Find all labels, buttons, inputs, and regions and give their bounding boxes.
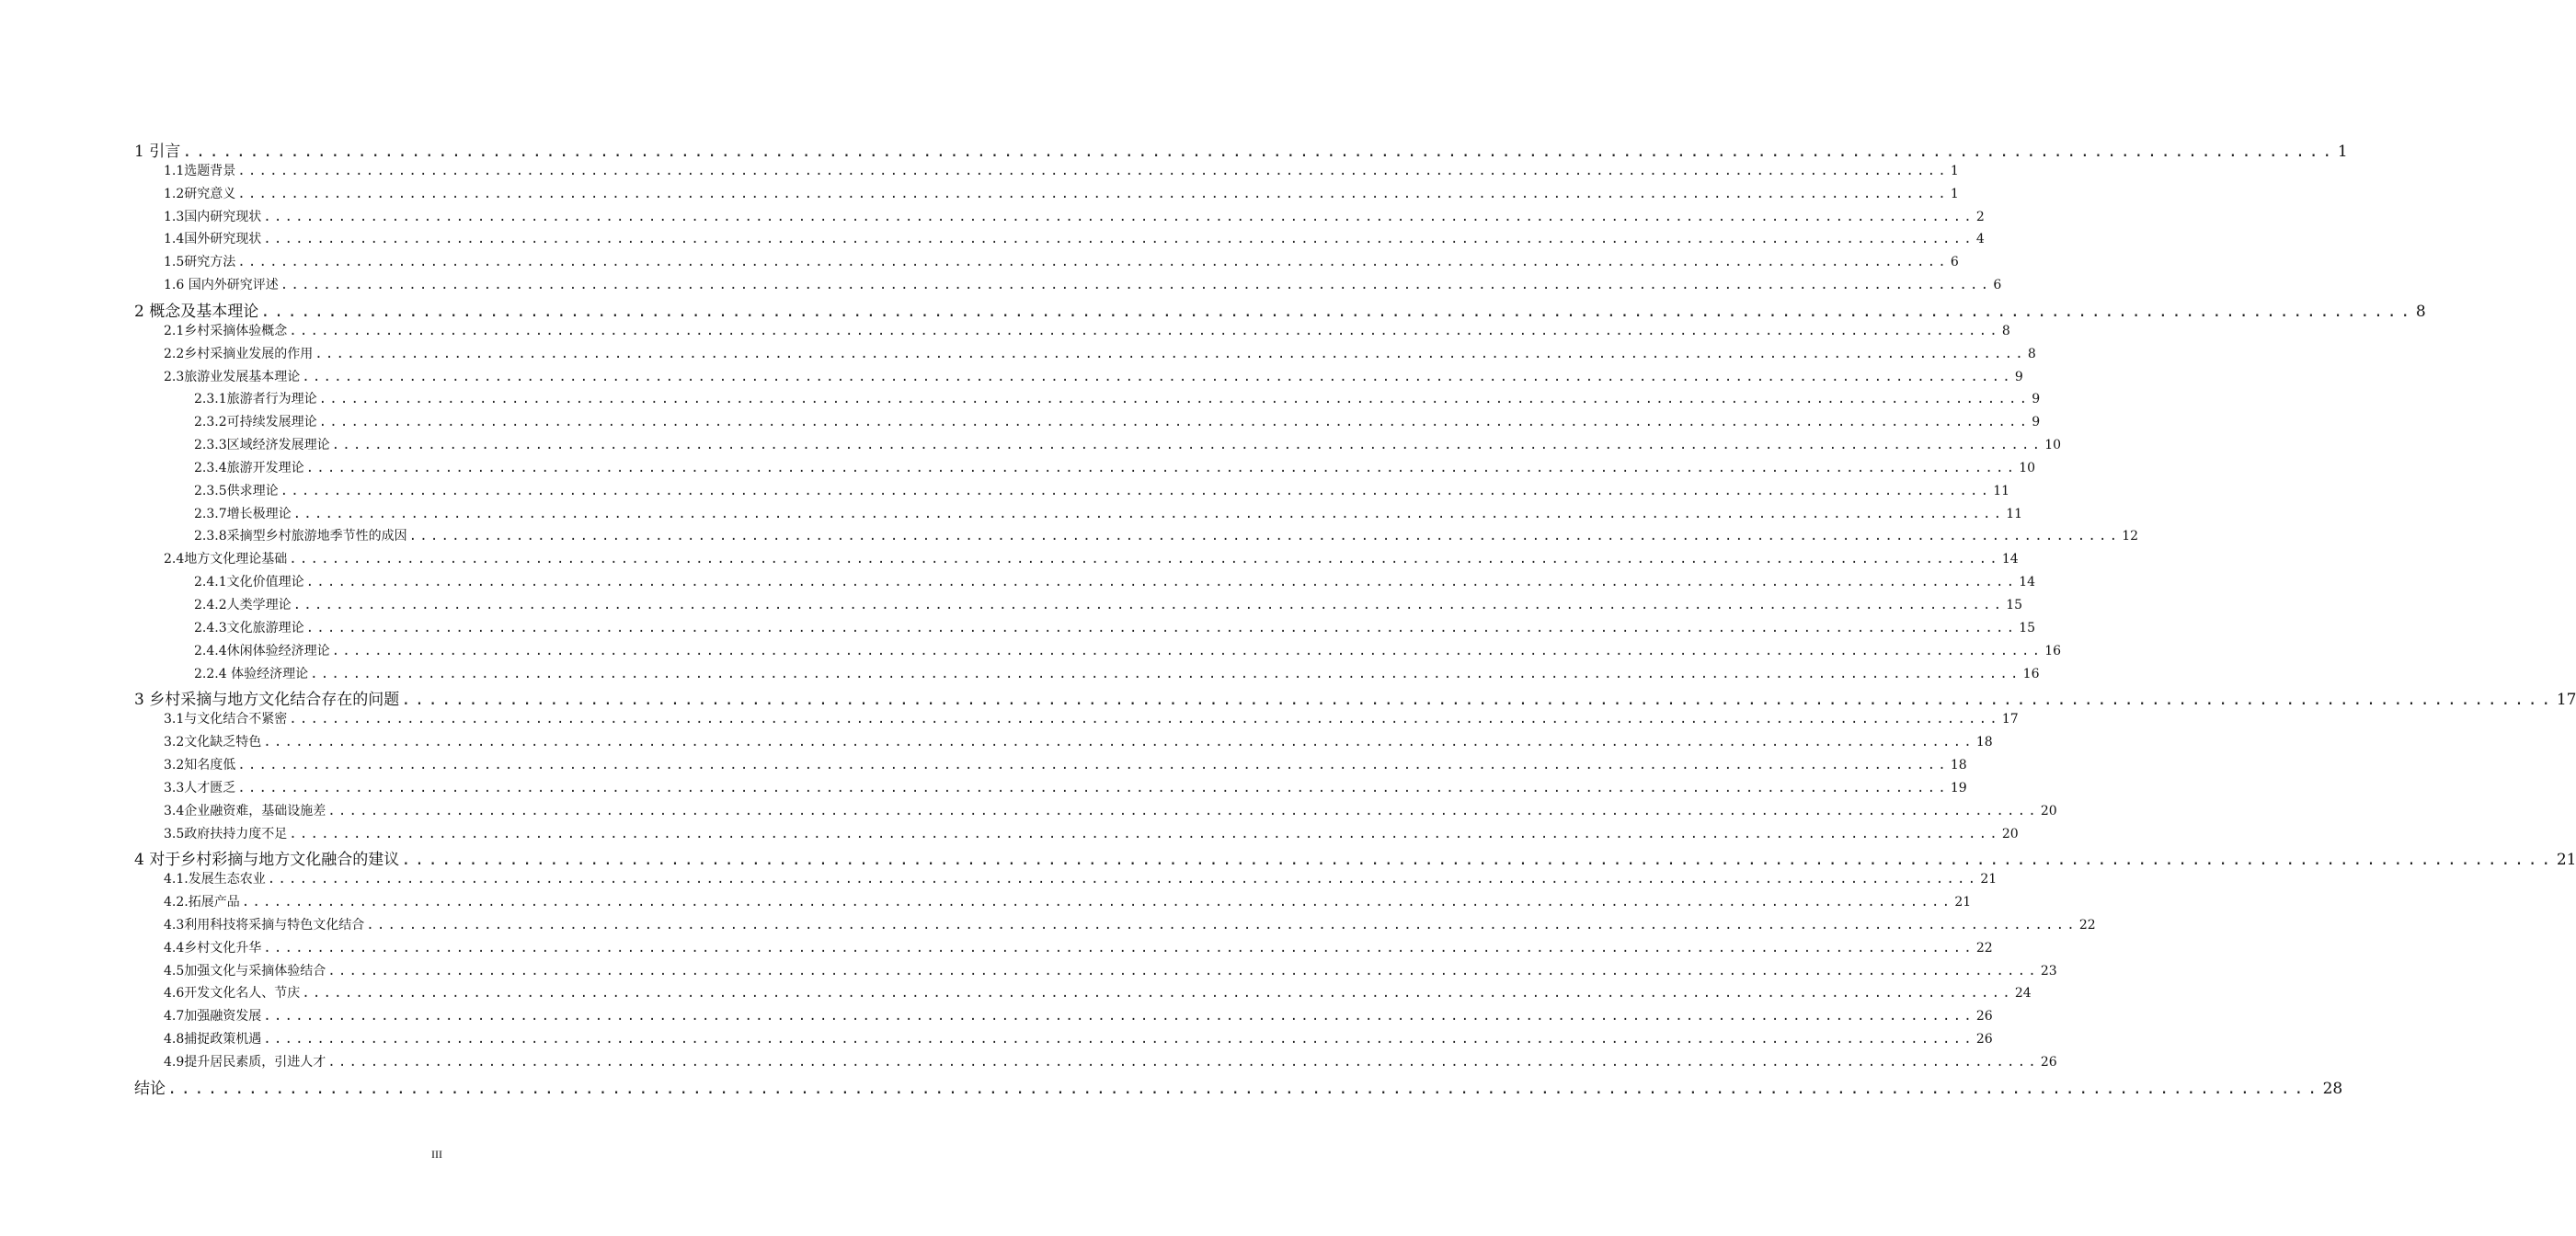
toc-section-entry[interactable]: [164, 732, 1993, 750]
page-number: III: [431, 1148, 442, 1161]
toc-entry-page: 21: [2556, 851, 2576, 870]
toc-entry-title: 2.3.1旅游者行为理论: [194, 392, 317, 407]
toc-section-entry[interactable]: [164, 892, 1972, 910]
toc-entry-page: 1: [1950, 163, 1959, 178]
toc-entry-page: 20: [2040, 803, 2057, 818]
toc-entry-title: 2.3.3区域经济发展理论: [194, 438, 330, 453]
toc-entry-title: 4.5加强文化与采摘体验结合: [164, 963, 326, 978]
toc-section-entry[interactable]: [164, 367, 2023, 385]
toc-dot-leader: ................................................................................................................................................................: [289, 552, 2000, 567]
toc-entry-title: 2.3.8采摘型乡村旅游地季节性的成因: [194, 529, 407, 544]
toc-chapter-entry[interactable]: [134, 846, 2576, 870]
toc-entry-page: 21: [1954, 895, 1972, 910]
toc-entry-page: 24: [2014, 986, 2032, 1001]
toc-entry-page: 28: [2322, 1079, 2343, 1098]
toc-entry-title: 3.4企业融资难，基础设施差: [164, 803, 326, 818]
toc-entry-title: 4.4乡村文化升华: [164, 940, 262, 956]
toc-dot-leader: ................................................................................................................................................................: [305, 575, 2018, 590]
toc-entry-title: 2.3.5供求理论: [194, 483, 279, 498]
toc-entry-page: 1: [2337, 143, 2348, 161]
toc-entry-page: 11: [1993, 483, 2010, 498]
toc-entry-page: 12: [2122, 529, 2139, 544]
toc-section-entry[interactable]: [194, 641, 2062, 659]
toc-entry-title: 1.2研究意义: [164, 186, 236, 201]
toc-entry-title: 3 乡村采摘与地方文化结合存在的问题: [134, 691, 400, 710]
toc-section-entry[interactable]: [164, 915, 2096, 933]
toc-entry-page: 17: [2001, 712, 2019, 727]
toc-dot-leader: ................................................................................................................................................................: [302, 986, 2013, 1001]
toc-entry-page: 22: [1975, 940, 1993, 956]
toc-dot-leader: ................................................................................................................................................................: [263, 1032, 1975, 1047]
toc-chapter-entry[interactable]: [134, 298, 2426, 321]
toc-dot-leader: ................................................................................................................................................................: [267, 872, 1979, 887]
toc-entry-title: 1.5研究方法: [164, 255, 236, 270]
toc-dot-leader: ................................................................................................................................................................: [318, 415, 2031, 430]
toc-entry-title: 4.6开发文化名人、节庆: [164, 986, 301, 1001]
toc-entry-page: 6: [1993, 278, 2002, 293]
toc-entry-page: 9: [2032, 392, 2041, 407]
toc-dot-leader: ................................................................................................................................................................: [263, 940, 1975, 956]
toc-section-entry[interactable]: [164, 321, 2010, 339]
toc-entry-page: 8: [2027, 346, 2036, 361]
toc-entry-page: 21: [1980, 872, 1998, 887]
toc-entry-page: 20: [2001, 826, 2019, 841]
toc-entry-title: 4.3利用科技将采摘与特色文化结合: [164, 917, 365, 933]
toc-entry-title: 3.2文化缺乏特色: [164, 735, 262, 750]
toc-dot-leader: ................................................................................................................................................................: [292, 598, 2005, 612]
toc-entry-page: 14: [2001, 552, 2019, 567]
toc-entry-page: 16: [2022, 666, 2040, 681]
toc-dot-leader: ................................................................................................................................................................: [408, 529, 2121, 544]
toc-entry-title: 2.3.2可持续发展理论: [194, 415, 317, 430]
toc-section-entry[interactable]: [194, 435, 2062, 453]
toc-entry-title: 4.1.发展生态农业: [164, 872, 266, 887]
toc-entry-page: 26: [1975, 1009, 1993, 1024]
toc-section-entry[interactable]: [164, 961, 2057, 979]
toc-dot-leader: ................................................................................................................................................................: [305, 460, 2018, 475]
toc-entry-title: 1.6 国内外研究评述: [164, 278, 279, 293]
toc-section-entry[interactable]: [164, 1006, 1993, 1024]
toc-entry-title: 2.3.4旅游开发理论: [194, 460, 304, 475]
toc-section-entry[interactable]: [194, 458, 2036, 476]
toc-section-entry[interactable]: [164, 709, 2019, 727]
toc-entry-page: 2: [1975, 209, 1985, 224]
toc-dot-leader: ................................................................................................................................................................: [280, 483, 1992, 498]
toc-entry-page: 4: [1975, 232, 1985, 247]
toc-entry-title: 3.2知名度低: [164, 757, 236, 772]
toc-dot-leader: ................................................................................................................................................................: [302, 369, 2013, 384]
toc-entry-title: 2.4地方文化理论基础: [164, 552, 288, 567]
toc-section-entry[interactable]: [164, 207, 1985, 225]
toc-dot-leader: ................................................................................................................................................................: [315, 346, 2026, 361]
toc-entry-page: 18: [1950, 757, 1967, 772]
toc-section-entry[interactable]: [164, 778, 1967, 796]
toc-entry-title: 2.1乡村采摘体验概念: [164, 323, 288, 338]
toc-entry-title: 2.4.1文化价值理论: [194, 575, 304, 590]
toc-dot-leader: ................................................................................................................................................................: [327, 1055, 2039, 1070]
toc-dot-leader: ................................................................................................................................................................: [182, 143, 2336, 161]
toc-entry-page: 9: [2014, 369, 2023, 384]
toc-entry-title: 4.8捕捉政策机遇: [164, 1032, 262, 1047]
toc-dot-leader: ................................................................................................................................................................: [401, 851, 2555, 870]
toc-dot-leader: ................................................................................................................................................................: [327, 963, 2039, 978]
toc-section-entry[interactable]: [164, 161, 1959, 179]
toc-entry-page: 23: [2040, 963, 2057, 978]
toc-section-entry[interactable]: [164, 184, 1959, 202]
toc-section-entry[interactable]: [164, 252, 1959, 270]
toc-entry-title: 2.2.4 体验经济理论: [194, 666, 309, 681]
toc-entry-title: 1.3国内研究现状: [164, 209, 262, 224]
toc-dot-leader: ................................................................................................................................................................: [263, 232, 1975, 247]
toc-entry-title: 2.4.4休闲体验经济理论: [194, 643, 330, 658]
toc-entry-page: 26: [1975, 1032, 1993, 1047]
toc-section-entry[interactable]: [194, 526, 2139, 544]
toc-dot-leader: ................................................................................................................................................................: [260, 302, 2414, 321]
toc-entry-title: 4 对于乡村彩摘与地方文化融合的建议: [134, 851, 400, 870]
toc-dot-leader: ................................................................................................................................................................: [401, 691, 2555, 710]
toc-dot-leader: ................................................................................................................................................................: [241, 895, 1953, 910]
toc-dot-leader: ................................................................................................................................................................: [263, 209, 1975, 224]
toc-section-entry[interactable]: [164, 801, 2057, 819]
toc-entry-page: 17: [2556, 691, 2576, 710]
toc-section-entry[interactable]: [194, 664, 2040, 682]
toc-dot-leader: ................................................................................................................................................................: [167, 1079, 2321, 1098]
toc-entry-title: 结论: [134, 1079, 166, 1098]
toc-section-entry[interactable]: [164, 869, 1998, 887]
toc-entry-title: 1 引言: [134, 143, 181, 161]
toc-dot-leader: ................................................................................................................................................................: [318, 392, 2031, 407]
toc-entry-title: 2.2乡村采摘业发展的作用: [164, 346, 314, 361]
toc-dot-leader: ................................................................................................................................................................: [237, 780, 1949, 795]
toc-entry-page: 15: [2006, 598, 2023, 612]
toc-dot-leader: ................................................................................................................................................................: [305, 620, 2018, 635]
toc-dot-leader: ................................................................................................................................................................: [237, 186, 1949, 201]
toc-entry-page: 6: [1950, 255, 1959, 270]
toc-dot-leader: ................................................................................................................................................................: [237, 757, 1949, 772]
toc-dot-leader: ................................................................................................................................................................: [289, 712, 2000, 727]
toc-entry-title: 3.1与文化结合不紧密: [164, 712, 288, 727]
toc-entry-page: 14: [2019, 575, 2036, 590]
toc-dot-leader: ................................................................................................................................................................: [327, 803, 2039, 818]
toc-section-entry[interactable]: [194, 595, 2023, 613]
toc-entry-page: 10: [2019, 460, 2036, 475]
toc-dot-leader: ................................................................................................................................................................: [331, 643, 2044, 658]
toc-section-entry[interactable]: [194, 481, 2010, 499]
toc-section-entry[interactable]: [194, 572, 2036, 590]
toc-entry-page: 9: [2032, 415, 2041, 430]
toc-section-entry[interactable]: [194, 504, 2023, 522]
toc-section-entry[interactable]: [194, 389, 2041, 407]
toc-entry-page: 15: [2019, 620, 2036, 635]
toc-chapter-entry[interactable]: [134, 138, 2348, 161]
toc-dot-leader: ................................................................................................................................................................: [263, 1009, 1975, 1024]
toc-section-entry[interactable]: [164, 1029, 1993, 1047]
toc-entry-title: 3.3人才匮乏: [164, 780, 236, 795]
toc-entry-title: 4.7加强融资发展: [164, 1009, 262, 1024]
toc-entry-title: 2.4.2人类学理论: [194, 598, 292, 612]
toc-section-entry[interactable]: [164, 824, 2019, 842]
toc-entry-page: 10: [2044, 438, 2062, 453]
toc-entry-title: 2.3旅游业发展基本理论: [164, 369, 301, 384]
toc-entry-page: 26: [2040, 1055, 2057, 1070]
toc-entry-page: 11: [2006, 506, 2023, 521]
toc-entry-title: 4.2.拓展产品: [164, 895, 240, 910]
toc-entry-page: 19: [1950, 780, 1967, 795]
toc-chapter-entry[interactable]: [134, 1075, 2343, 1098]
toc-section-entry[interactable]: [164, 983, 2032, 1001]
toc-entry-title: 1.4国外研究现状: [164, 232, 262, 247]
toc-dot-leader: ................................................................................................................................................................: [366, 917, 2078, 933]
toc-dot-leader: ................................................................................................................................................................: [237, 163, 1949, 178]
toc-dot-leader: ................................................................................................................................................................: [280, 278, 1992, 293]
toc-entry-title: 2.4.3文化旅游理论: [194, 620, 304, 635]
toc-dot-leader: ................................................................................................................................................................: [237, 255, 1949, 270]
toc-entry-title: 2.3.7增长极理论: [194, 506, 292, 521]
toc-section-entry[interactable]: [164, 1052, 2057, 1070]
toc-section-entry[interactable]: [164, 938, 1993, 956]
toc-entry-title: 3.5政府扶持力度不足: [164, 826, 288, 841]
toc-section-entry[interactable]: [164, 344, 2036, 362]
toc-chapter-entry[interactable]: [134, 686, 2576, 710]
toc-dot-leader: ................................................................................................................................................................: [289, 323, 2000, 338]
toc-section-entry[interactable]: [194, 412, 2041, 430]
toc-entry-page: 18: [1975, 735, 1993, 750]
toc-entry-title: 1.1选题背景: [164, 163, 236, 178]
toc-dot-leader: ................................................................................................................................................................: [331, 438, 2044, 453]
toc-dot-leader: ................................................................................................................................................................: [263, 735, 1975, 750]
toc-entry-page: 1: [1950, 186, 1959, 201]
toc-entry-page: 16: [2044, 643, 2062, 658]
toc-dot-leader: ................................................................................................................................................................: [310, 666, 2021, 681]
toc-entry-title: 2 概念及基本理论: [134, 302, 259, 321]
toc-section-entry[interactable]: [164, 229, 1985, 247]
toc-section-entry[interactable]: [164, 755, 1967, 773]
toc-entry-page: 22: [2078, 917, 2096, 933]
toc-dot-leader: ................................................................................................................................................................: [289, 826, 2000, 841]
toc-entry-title: 4.9提升居民素质，引进人才: [164, 1055, 326, 1070]
toc-dot-leader: ................................................................................................................................................................: [292, 506, 2005, 521]
toc-section-entry[interactable]: [194, 618, 2036, 636]
toc-entry-page: 8: [2001, 323, 2010, 338]
toc-section-entry[interactable]: [164, 549, 2019, 567]
toc-entry-page: 8: [2415, 302, 2426, 321]
toc-section-entry[interactable]: [164, 275, 2002, 293]
